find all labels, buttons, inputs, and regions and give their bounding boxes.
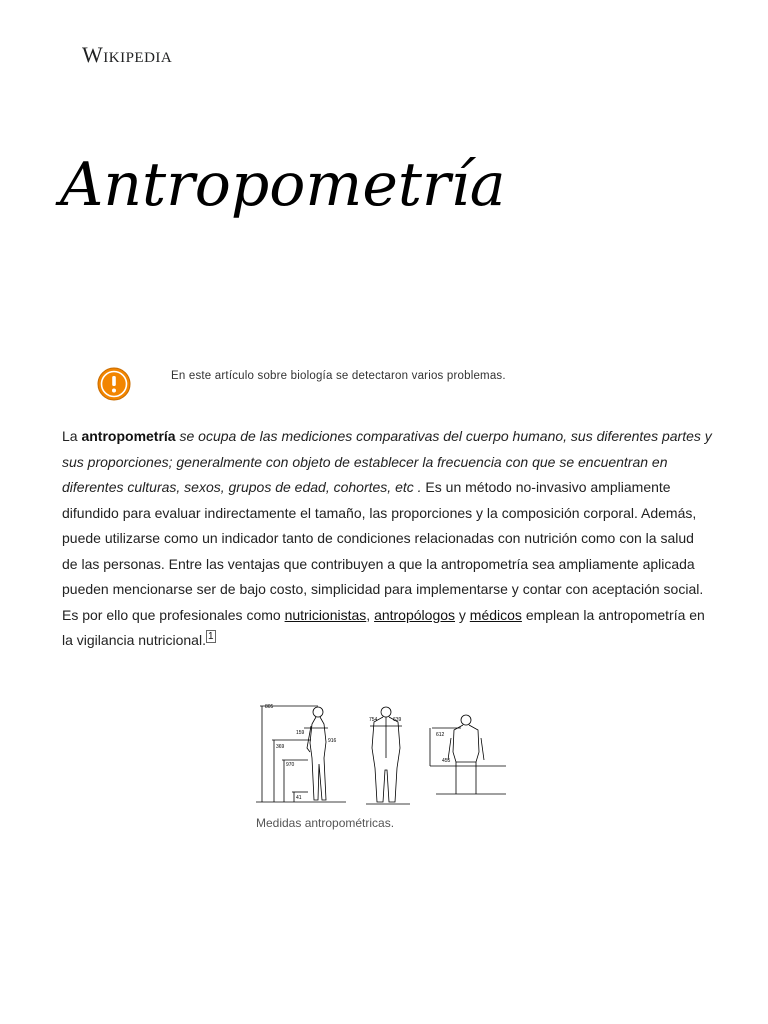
label-970: 970 <box>286 762 295 768</box>
anthropometric-diagram[interactable] <box>256 698 516 808</box>
link-medicos[interactable]: médicos <box>469 606 522 623</box>
figure-caption: Medidas antropométricas. <box>256 816 395 830</box>
link-antropologos[interactable]: antropólogos <box>374 606 456 623</box>
reference-1[interactable] <box>206 630 216 643</box>
term-antropometria: antropometría <box>81 428 176 444</box>
label-805: 805 <box>265 704 274 710</box>
label-754: 754 <box>369 717 378 723</box>
label-612: 612 <box>436 732 445 738</box>
label-41: 41 <box>296 795 302 801</box>
label-369: 369 <box>276 744 285 750</box>
intro-paragraph <box>62 424 712 654</box>
notice-text: En este artículo sobre biología se detectaron varios problemas. <box>171 370 506 382</box>
wikipedia-logo[interactable]: Wikipedia <box>82 42 173 67</box>
figure <box>256 698 516 830</box>
label-916: 916 <box>328 738 337 744</box>
label-455: 455 <box>442 758 451 764</box>
page-title: Antropometría <box>60 150 506 220</box>
label-639: 639 <box>393 717 402 723</box>
link-nutricionistas[interactable]: nutricionistas <box>284 606 367 623</box>
reference-link[interactable]: 1 <box>207 631 214 643</box>
issues-notice[interactable] <box>95 365 655 405</box>
definition-text: se ocupa de las mediciones comparativas del cuerpo humano, sus diferentes partes y sus proporciones; generalmente con objeto de establecer la frecuencia con que se encuentran en diferentes culturas, sexos, grupos de edad, cohortes, etc . <box>62 428 712 495</box>
label-159: 159 <box>296 730 305 736</box>
separator: , <box>366 606 375 623</box>
body-text: Es un método no-invasivo ampliamente difundido para evaluar indirectamente el tamaño, las proporciones y la composición corporal. Además, puede utilizarse como un indicador tanto de condiciones relacionadas con nutrición como con la salud de las personas. Entre las ventajas que contribuyen a que la antropometría sea ampliamente aplicada pueden mencionarse ser de bajo costo, simplicidad para implementarse y contar con aceptación social. Es por ello que profesionales como <box>62 479 704 623</box>
text-la: La <box>62 428 82 444</box>
separator: y <box>455 606 470 623</box>
body-text-end: emplean la antropometría en la vigilancia nutricional. <box>62 606 705 648</box>
warning-icon <box>95 365 133 403</box>
